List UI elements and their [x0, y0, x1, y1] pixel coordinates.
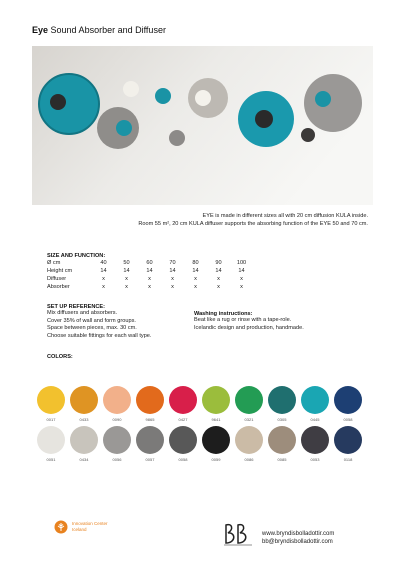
- swatch-dot: [169, 426, 197, 454]
- cell: x: [194, 284, 197, 290]
- color-swatch: [201, 386, 231, 423]
- innovation-tree-icon: [54, 520, 68, 534]
- size-function-heading: SIZE AND FUNCTION:: [47, 253, 106, 259]
- cell: 14: [238, 268, 245, 274]
- color-swatch: [267, 426, 297, 463]
- cell: x: [102, 276, 105, 282]
- setup-line: Choose suitable fittings for each wall type.: [47, 332, 152, 339]
- swatch-code: 0057: [145, 457, 155, 462]
- table-row: [47, 267, 253, 275]
- size-function-section: [47, 253, 253, 291]
- email-link[interactable]: bb@bryndisbolladottir.com: [262, 539, 333, 545]
- cell: x: [171, 284, 174, 290]
- swatch-code: 0086: [244, 457, 254, 462]
- cell: 14: [192, 268, 199, 274]
- cell: 80: [192, 260, 199, 266]
- swatch-dot: [169, 386, 197, 414]
- color-swatches: [32, 386, 373, 463]
- swatch-dot: [235, 426, 263, 454]
- page-title: [32, 25, 166, 35]
- color-swatch: [168, 426, 198, 463]
- swatch-dot: [334, 426, 362, 454]
- color-swatch: [102, 386, 132, 423]
- color-swatch: [234, 386, 264, 423]
- swatch-dot: [235, 386, 263, 414]
- row-label: Absorber: [47, 284, 70, 290]
- swatch-dot: [202, 386, 230, 414]
- swatch-dot: [301, 426, 329, 454]
- color-swatch: [135, 426, 165, 463]
- swatch-code: 0321: [244, 417, 254, 422]
- swatch-code: 9641: [211, 417, 221, 422]
- setup-line: Cover 35% of wall and form groups.: [47, 317, 136, 324]
- website-link[interactable]: www.bryndisbolladottir.com: [262, 531, 335, 537]
- caption-line: Room 55 m², 20 cm KULA diffuser supports the absorbing function of the EYE 50 and 70 cm.: [138, 221, 368, 227]
- cell: x: [194, 276, 197, 282]
- setup-line: Mix diffusers and absorbers.: [47, 310, 118, 316]
- swatch-code: 0056: [112, 457, 122, 462]
- contact-info: [262, 530, 334, 546]
- color-swatch: [201, 426, 231, 463]
- swatch-dot: [301, 386, 329, 414]
- logo-line1: Innovation Center: [72, 521, 108, 526]
- swatch-dot: [70, 386, 98, 414]
- swatch-dot: [202, 426, 230, 454]
- cell: 70: [169, 260, 176, 266]
- bb-monogram-icon: [222, 521, 254, 547]
- title-rest: Sound Absorber and Diffuser: [50, 25, 166, 35]
- swatch-code: 0017: [46, 417, 56, 422]
- swatch-dot: [334, 386, 362, 414]
- color-swatch: [36, 426, 66, 463]
- swatch-code: 0433: [79, 417, 89, 422]
- color-swatch: [300, 426, 330, 463]
- row-label: Diffuser: [47, 276, 67, 282]
- swatch-dot: [103, 386, 131, 414]
- photo-caption: [120, 212, 368, 228]
- cell: 100: [236, 260, 247, 266]
- swatch-code: 0118: [343, 457, 353, 462]
- cell: x: [240, 276, 243, 282]
- cell: 14: [169, 268, 176, 274]
- swatch-row: [36, 386, 363, 423]
- washing-line: Beat like a rug or rinse with a tape-role.: [194, 317, 292, 323]
- cell: 14: [215, 268, 222, 274]
- color-swatch: [69, 386, 99, 423]
- swatch-code: 0058: [178, 457, 188, 462]
- caption-line: EYE is made in different sizes all with 20 cm diffusion KULA inside.: [202, 213, 368, 219]
- swatch-code: 0058: [343, 417, 353, 422]
- row-label: Height cm: [47, 268, 73, 274]
- cell: x: [148, 284, 151, 290]
- swatch-dot: [37, 386, 65, 414]
- cell: 50: [123, 260, 130, 266]
- swatch-code: 0427: [178, 417, 188, 422]
- logo-line2: Iceland: [72, 527, 87, 532]
- swatch-code: 0445: [310, 417, 320, 422]
- cell: 60: [146, 260, 153, 266]
- swatch-code: 0090: [112, 417, 122, 422]
- cell: x: [240, 284, 243, 290]
- swatch-dot: [268, 426, 296, 454]
- swatch-dot: [37, 426, 65, 454]
- swatch-dot: [268, 386, 296, 414]
- product-photo: [32, 46, 373, 205]
- swatch-code: 0434: [79, 457, 89, 462]
- cell: 14: [123, 268, 130, 274]
- setup-line: Space between pieces, max. 30 cm.: [47, 325, 137, 332]
- title-bold: Eye: [32, 25, 49, 35]
- color-swatch: [267, 386, 297, 423]
- cell: x: [148, 276, 151, 282]
- cell: 90: [215, 260, 222, 266]
- swatch-code: 9865: [145, 417, 155, 422]
- swatch-code: 0085: [277, 457, 287, 462]
- swatch-code: 0051: [46, 457, 56, 462]
- table-row: [47, 275, 253, 283]
- row-label: Ø cm: [47, 260, 61, 266]
- table-row: [47, 283, 253, 291]
- cell: x: [217, 284, 220, 290]
- cell: 40: [100, 260, 107, 266]
- washing-heading: Washing instructions:: [194, 311, 253, 317]
- size-function-table: [47, 259, 253, 291]
- swatch-dot: [136, 386, 164, 414]
- color-swatch: [300, 386, 330, 423]
- setup-heading: SET UP REFERENCE:: [47, 304, 106, 310]
- swatch-row: [36, 426, 363, 463]
- monogram-logo: [222, 521, 254, 552]
- washing-section: [194, 311, 364, 332]
- table-row: [47, 259, 253, 267]
- swatch-dot: [70, 426, 98, 454]
- color-swatch: [36, 386, 66, 423]
- color-swatch: [102, 426, 132, 463]
- color-swatch: [333, 386, 363, 423]
- swatch-dot: [103, 426, 131, 454]
- wall-installation-image: [32, 46, 373, 205]
- cell: x: [125, 284, 128, 290]
- swatch-code: 0053: [310, 457, 320, 462]
- swatch-dot: [136, 426, 164, 454]
- swatch-code: 0059: [211, 457, 221, 462]
- color-swatch: [234, 426, 264, 463]
- cell: x: [171, 276, 174, 282]
- cell: x: [125, 276, 128, 282]
- colors-heading: COLORS:: [47, 354, 73, 360]
- color-swatch: [168, 386, 198, 423]
- cell: x: [217, 276, 220, 282]
- cell: x: [102, 284, 105, 290]
- swatch-code: 0305: [277, 417, 287, 422]
- color-swatch: [69, 426, 99, 463]
- innovation-center-logo: [54, 520, 108, 534]
- cell: 14: [146, 268, 153, 274]
- washing-line: Icelandic design and production, handmade.: [194, 324, 304, 331]
- setup-section: [47, 304, 197, 340]
- color-swatch: [135, 386, 165, 423]
- color-swatch: [333, 426, 363, 463]
- cell: 14: [100, 268, 107, 274]
